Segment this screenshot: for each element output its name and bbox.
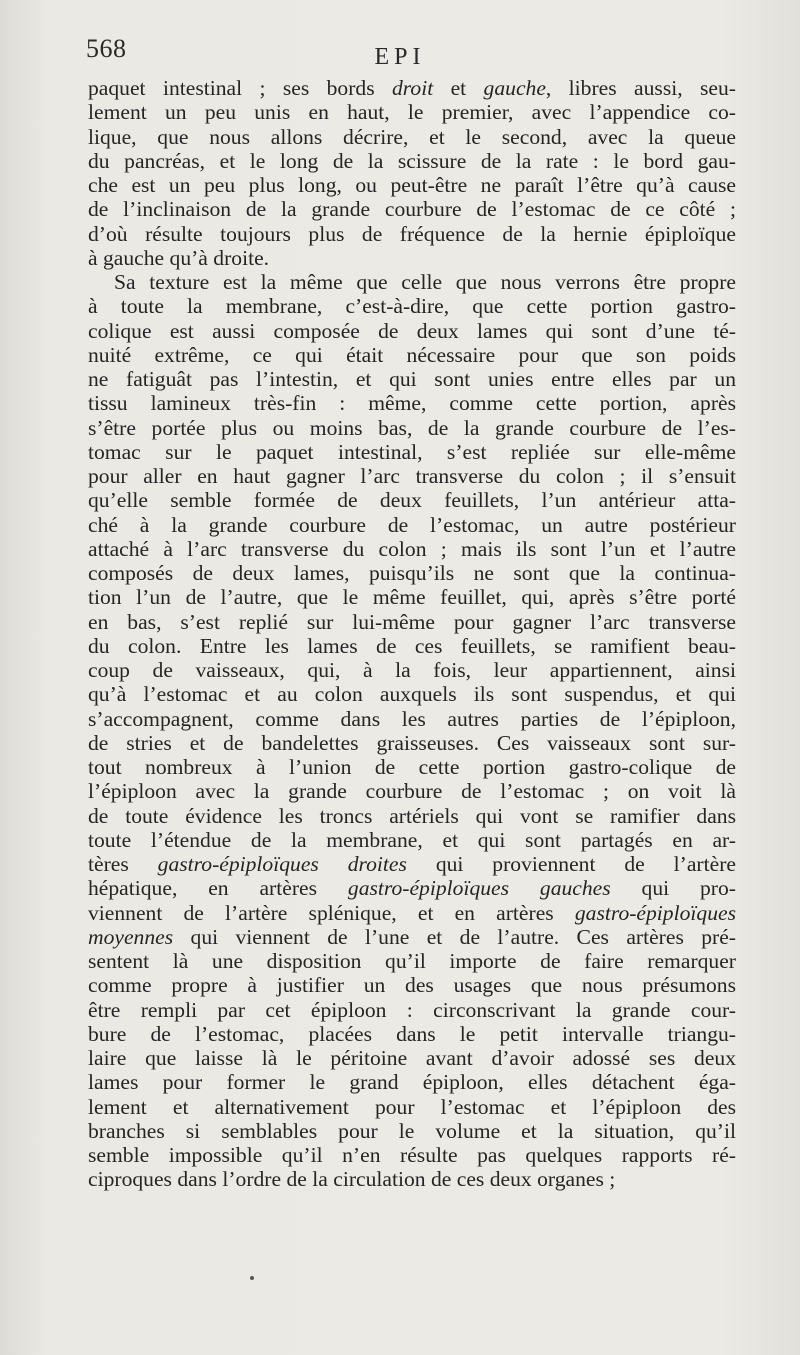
text-line <box>88 1046 736 1070</box>
text-run: lames pour former le grand épiploon, elles détachent éga- <box>88 1070 736 1095</box>
text-line <box>88 585 736 609</box>
text-line <box>88 125 736 149</box>
text-line <box>88 707 736 731</box>
text-line <box>88 173 736 197</box>
text-run: , libres aussi, seu- <box>545 76 736 100</box>
text-line <box>88 100 736 124</box>
text-line <box>88 1119 736 1143</box>
text-line <box>88 901 736 925</box>
text-run: qu’elle semble formée de deux feuillets, l’un antérieur atta- <box>88 488 736 513</box>
text-line <box>88 852 736 876</box>
text-run: ciproques dans l’ordre de la circulation de ces deux organes ; <box>88 1167 616 1192</box>
text-run: lique, que nous allons décrire, et le second, avec la queue <box>88 124 736 149</box>
text-run: du colon. Entre les lames de ces feuillets, se ramifient beau- <box>88 633 736 658</box>
text-run: paquet intestinal ; ses bords <box>88 76 392 100</box>
running-head: EPI <box>374 44 426 70</box>
text-line <box>88 488 736 512</box>
text-line <box>88 319 736 343</box>
text-run: d’où résulte toujours plus de fréquence de la hernie épiploïque <box>88 221 736 246</box>
text-run: nuité extrême, ce qui était nécessaire pour que son poids <box>88 342 736 367</box>
text-run: tères <box>88 852 158 876</box>
text-run: hépatique, en artères <box>88 876 348 901</box>
text-run: du pancréas, et le long de la scissure de la rate : le bord gau- <box>88 148 736 173</box>
text-run: bure de l’estomac, placées dans le petit intervalle triangu- <box>88 1021 736 1046</box>
text-run: tion l’un de l’autre, que le même feuillet, qui, après s’être porté <box>88 585 736 610</box>
text-line <box>88 828 736 852</box>
text-run: comme propre à justifier un des usages que nous présumons <box>88 973 736 998</box>
text-line <box>88 682 736 706</box>
text-line <box>88 222 736 246</box>
text-run: s’être portée plus ou moins bas, de la grande courbure de l’es- <box>88 415 736 440</box>
text-line <box>88 610 736 634</box>
text-line <box>88 998 736 1022</box>
text-run: s’accompagnent, comme dans les autres parties de l’épiploon, <box>88 706 736 731</box>
text-line <box>88 440 736 464</box>
text-run: tomac sur le paquet intestinal, s’est repliée sur elle-même <box>88 439 736 464</box>
text-run: lement un peu unis en haut, le premier, avec l’appendice co- <box>88 100 736 125</box>
text-run: être rempli par cet épiploon : circonscrivant la grande cour- <box>88 997 736 1022</box>
body-text <box>88 76 736 1192</box>
text-run: colique est aussi composée de deux lames qui sont d’une té- <box>88 318 736 343</box>
text-run: à toute la membrane, c’est-à-dire, que cette portion gastro- <box>88 294 736 319</box>
text-line <box>88 246 736 270</box>
text-line <box>88 343 736 367</box>
text-run: viennent de l’artère splénique, et en artères <box>88 900 575 925</box>
text-run: composés de deux lames, puisqu’ils ne sont que la continua- <box>88 561 736 585</box>
text-run: de toute évidence les troncs artériels qui vont se ramifier dans <box>88 803 736 828</box>
ink-speck <box>250 1276 254 1280</box>
text-line <box>88 149 736 173</box>
text-line <box>88 658 736 682</box>
italic-term: gastro-épiploïques gauches <box>347 876 611 901</box>
text-run: tissu lamineux très-fin : même, comme cette portion, après <box>88 391 736 416</box>
text-line <box>88 197 736 221</box>
text-run: en bas, s’est replié sur lui-même pour gagner l’arc transverse <box>88 609 736 634</box>
text-line <box>88 755 736 779</box>
text-run: ché à la grande courbure de l’estomac, un autre postérieur <box>88 512 736 537</box>
text-run: branches si semblables pour le volume et la situation, qu’il <box>88 1118 736 1143</box>
text-line <box>88 513 736 537</box>
text-line <box>88 779 736 803</box>
text-line <box>88 973 736 997</box>
text-line <box>88 1167 736 1191</box>
text-run: toute l’étendue de la membrane, et qui sont partagés en ar- <box>88 827 736 852</box>
text-line <box>88 294 736 318</box>
text-line <box>88 949 736 973</box>
text-line <box>88 1070 736 1094</box>
text-line <box>88 537 736 561</box>
italic-term: gastro-épiploïques <box>574 900 736 925</box>
text-line <box>88 1095 736 1119</box>
text-run: qui viennent de l’une et de l’autre. Ces artères pré- <box>173 924 736 949</box>
italic-term: droit <box>392 76 434 100</box>
text-line <box>88 416 736 440</box>
text-run: che est un peu plus long, ou peut-être ne paraît l’être qu’à cause <box>88 173 736 197</box>
text-line <box>88 925 736 949</box>
text-run: lement et alternativement pour l’estomac et l’épiploon des <box>88 1094 736 1119</box>
text-run: coup de vaisseaux, qui, à la fois, leur appartiennent, ainsi <box>88 658 736 682</box>
text-run: de stries et de bandelettes graisseuses. Ces vaisseaux sont sur- <box>88 730 736 755</box>
text-line <box>88 634 736 658</box>
text-line <box>88 1022 736 1046</box>
text-run: pour aller en haut gagner l’arc transverse du colon ; il s’ensuit <box>88 464 736 488</box>
text-run: qu’à l’estomac et au colon auxquels ils sont suspendus, et qui <box>88 682 736 707</box>
text-run: à gauche qu’à droite. <box>88 245 270 270</box>
text-run: tout nombreux à l’union de cette portion gastro-colique de <box>88 755 736 779</box>
text-line <box>88 804 736 828</box>
text-line <box>88 464 736 488</box>
text-run: qui proviennent de l’artère <box>406 852 736 876</box>
text-line <box>88 561 736 585</box>
text-run: l’épiploon avec la grande courbure de l’estomac ; on voit là <box>88 779 736 804</box>
italic-term: moyennes <box>88 924 174 949</box>
text-run: laire que laisse là le péritoine avant d’avoir adossé ses deux <box>88 1046 736 1070</box>
text-line <box>88 270 736 294</box>
text-line <box>88 731 736 755</box>
text-run: qui pro- <box>610 876 736 901</box>
text-line <box>88 391 736 415</box>
text-run: ne fatiguât pas l’intestin, et qui sont unies entre elles par un <box>88 367 736 391</box>
text-run: de l’inclinaison de la grande courbure de l’estomac de ce côté ; <box>88 197 736 222</box>
text-line <box>88 876 736 900</box>
text-run: et <box>433 76 484 100</box>
italic-term: gauche <box>483 76 546 100</box>
text-run: sentent là une disposition qu’il importe de faire remarquer <box>88 949 736 973</box>
text-run: Sa texture est la même que celle que nous verrons être propre <box>114 270 736 294</box>
text-line <box>88 76 736 100</box>
italic-term: gastro-épiploïques droites <box>157 852 407 876</box>
text-line <box>88 1143 736 1167</box>
text-run: semble impossible qu’il n’en résulte pas quelques rapports ré- <box>88 1143 736 1167</box>
text-line <box>88 367 736 391</box>
text-run: attaché à l’arc transverse du colon ; mais ils sont l’un et l’autre <box>88 536 736 561</box>
page-number: 568 <box>86 34 127 63</box>
